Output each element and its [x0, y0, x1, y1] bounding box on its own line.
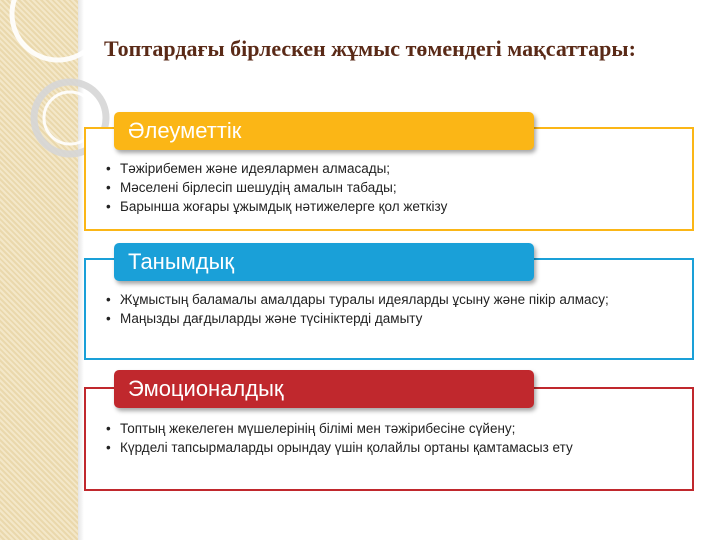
list-item: • Барынша жоғары ұжымдық нәтижелерге қол жеткізу: [106, 198, 666, 215]
list-item: • Мәселені бірлесіп шешудің амалын табады;: [106, 179, 666, 196]
section-cognitive-list: [106, 291, 666, 329]
section-emotional: [84, 370, 702, 494]
slide-title: Топтардағы бірлескен жұмыс төмендегі мақсаттары:: [104, 36, 636, 61]
section-social-header: Әлеуметтік: [114, 112, 534, 150]
section-emotional-header: Эмоционалдық: [114, 370, 534, 408]
list-item: • Маңызды дағдыларды және түсініктерді дамыту: [106, 310, 666, 327]
list-item: • Күрделі тапсырмаларды орындау үшін қолайлы ортаны қамтамасыз ету: [106, 439, 666, 456]
section-social: [84, 112, 702, 234]
list-item: • Жұмыстың баламалы амалдары туралы идеяларды ұсыну және пікір алмасу;: [106, 291, 666, 308]
list-item: • Топтың жекелеген мүшелерінің білімі мен тәжірибесіне сүйену;: [106, 420, 666, 437]
section-cognitive-header: Танымдық: [114, 243, 534, 281]
list-item: • Тәжірибемен және идеялармен алмасады;: [106, 160, 666, 177]
section-emotional-list: [106, 420, 666, 458]
section-social-list: [106, 160, 666, 217]
section-cognitive: [84, 243, 702, 363]
